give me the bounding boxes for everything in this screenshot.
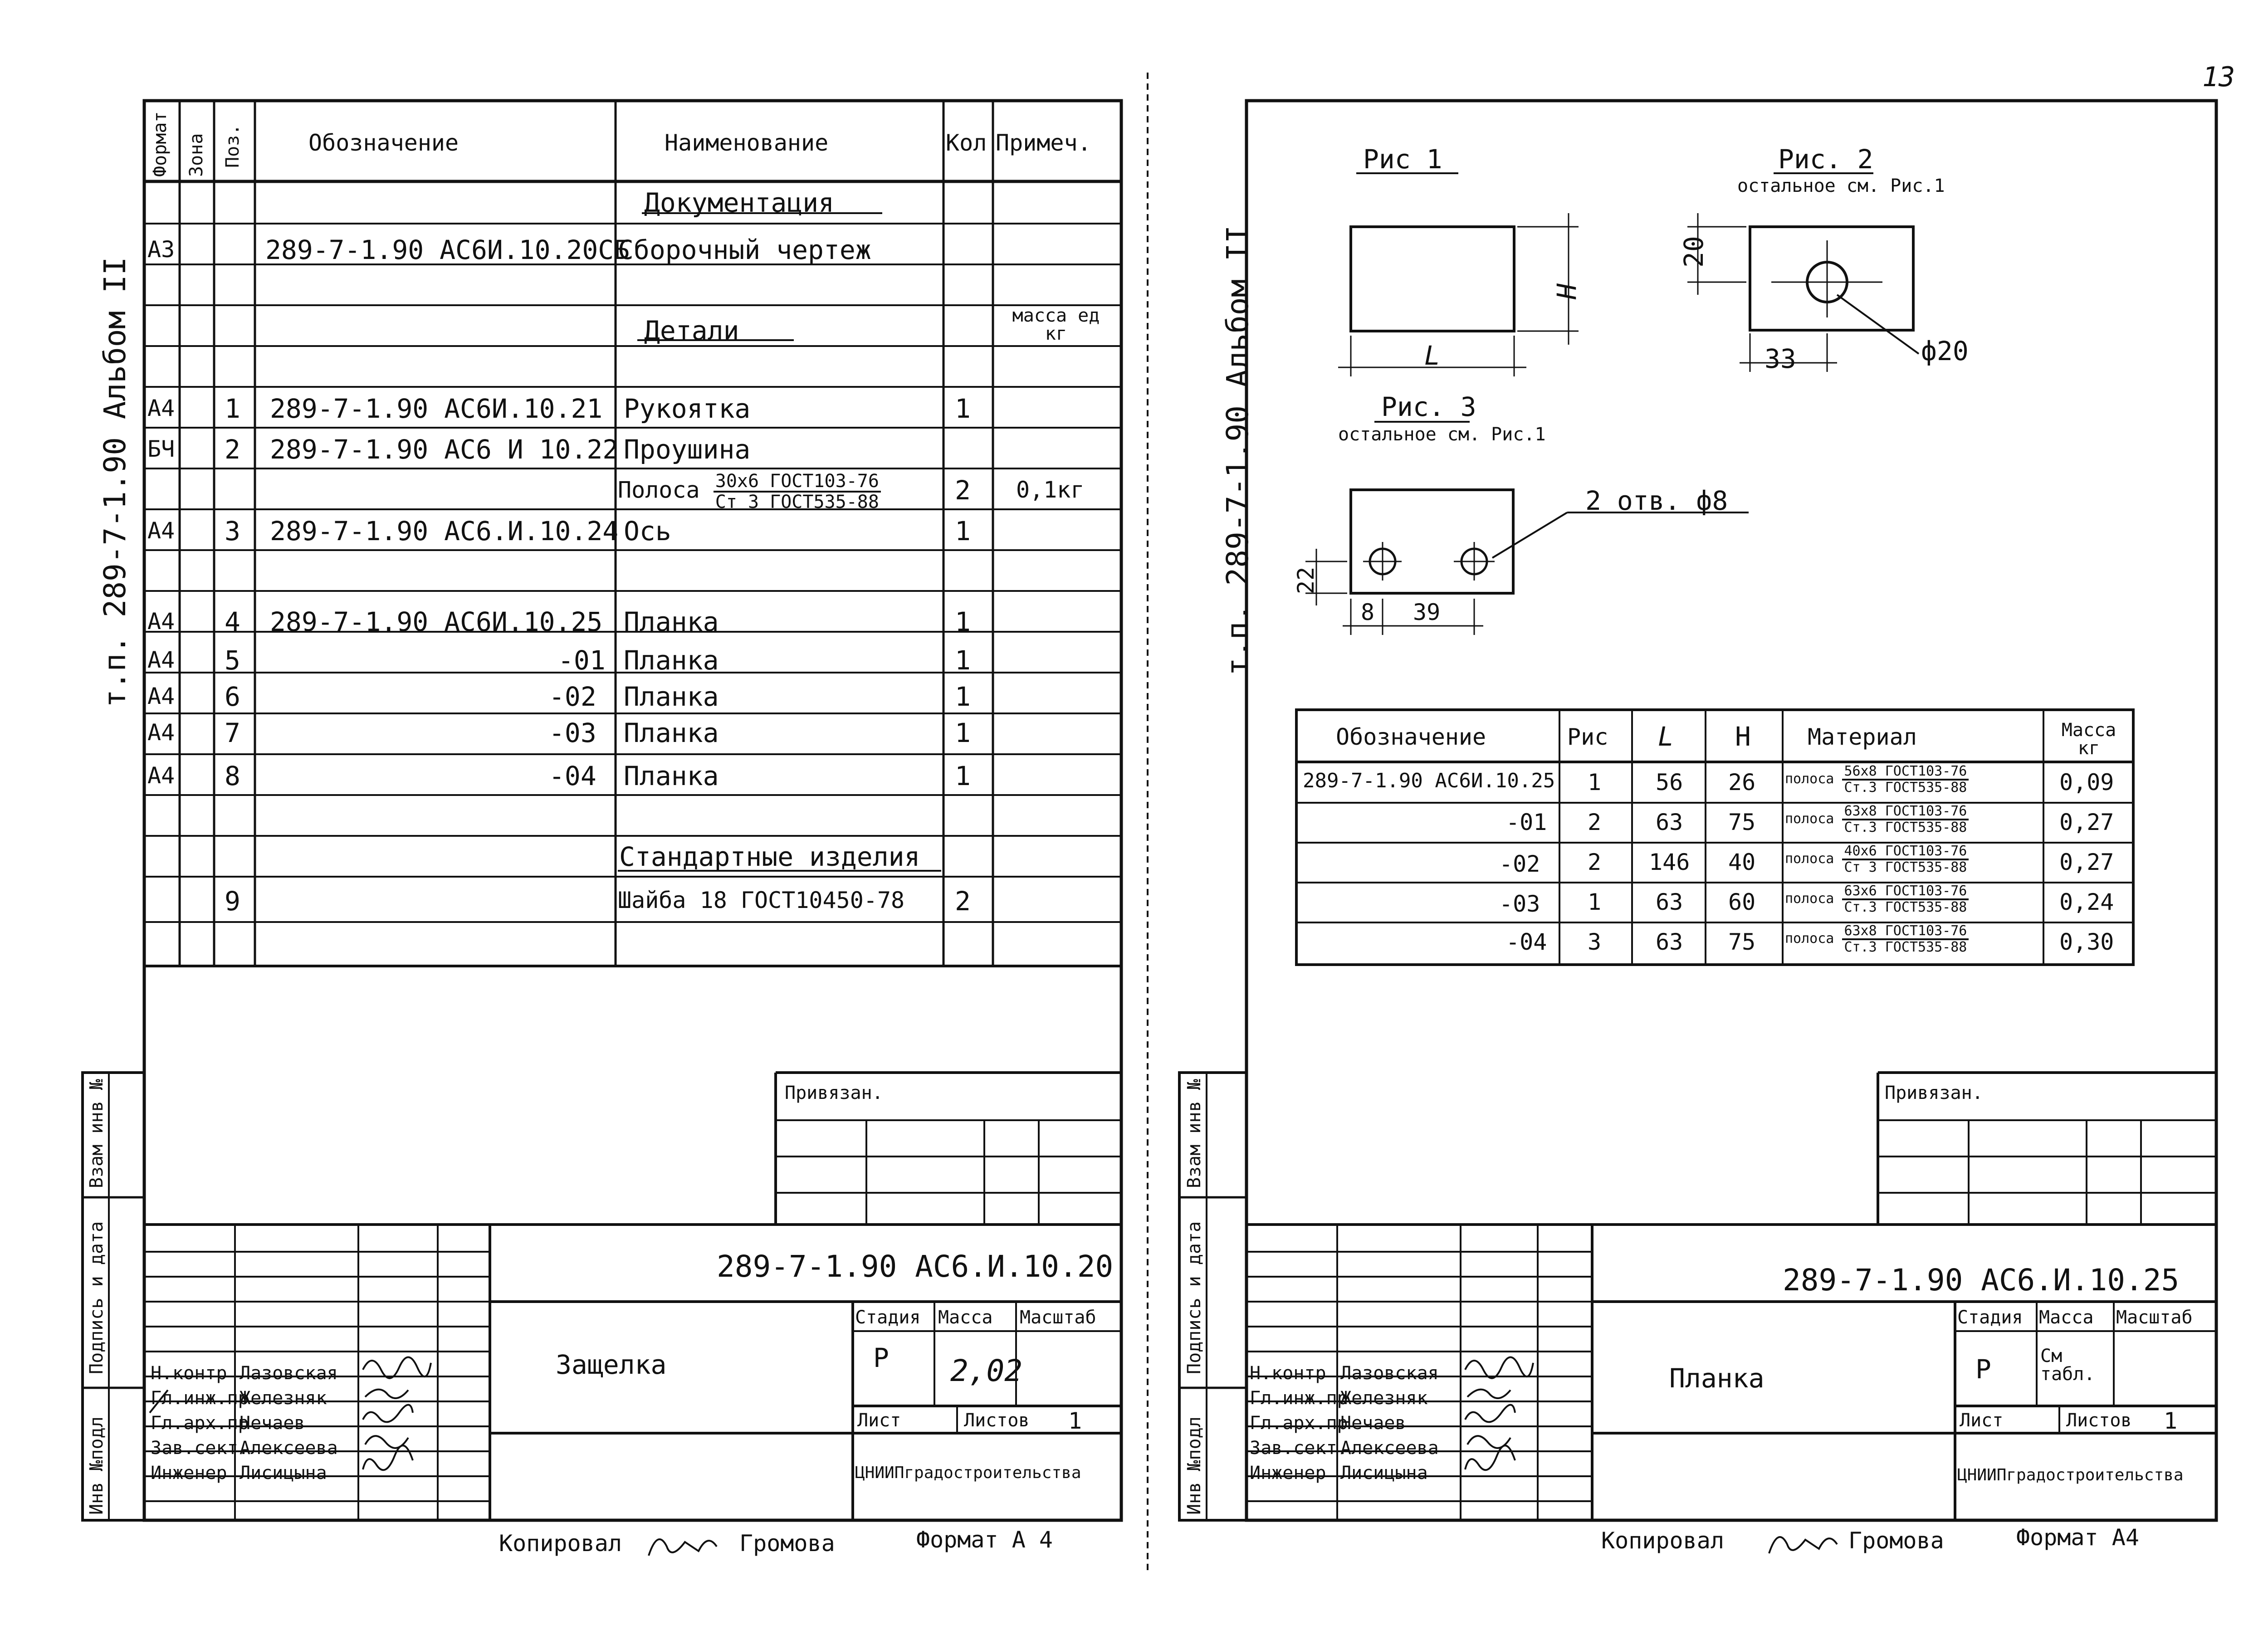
mt-massa: 0,09 — [2059, 769, 2114, 795]
row-format: А4 — [147, 647, 175, 673]
person-name: Лисицына — [1340, 1463, 1428, 1483]
row-format: А4 — [147, 683, 175, 709]
row-poz: 2 — [225, 434, 240, 465]
mt-ris: 2 — [1588, 849, 1602, 875]
person-name: Нечаев — [240, 1413, 305, 1434]
person-name: Алексеева — [240, 1438, 338, 1459]
row-kol: 2 — [955, 886, 971, 917]
person-role: Н.контр — [151, 1363, 227, 1384]
row-naim: Ось — [624, 516, 671, 547]
stub-inv-left: Инв №подл — [86, 1416, 107, 1515]
row-oboz: -03 — [549, 717, 596, 748]
dim-22: 22 — [1293, 566, 1319, 594]
person-role: Зав.сект. — [1250, 1438, 1348, 1459]
row-format: А4 — [147, 719, 175, 746]
person-role: Гл.арх.пр — [151, 1413, 249, 1434]
mt-L: 63 — [1656, 929, 1683, 955]
row-naim: Планка — [624, 761, 719, 791]
row-kol: 2 — [955, 475, 971, 506]
masshtab-label-left: Масштаб — [1020, 1307, 1096, 1328]
row-oboz: -04 — [549, 761, 596, 791]
person-name: Алексеева — [1340, 1438, 1439, 1459]
dim-phi20: ф20 — [1921, 336, 1969, 366]
mass-header: масса ед кг — [1012, 305, 1100, 344]
album-label-left: т.п. 289-7-1.90 Альбом II — [98, 257, 132, 708]
org-left: ЦНИИПградостроительства — [855, 1464, 1081, 1482]
mt-oboz: -03 — [1499, 891, 1540, 917]
row-naim: Планка — [624, 717, 719, 748]
mt-massa: 0,24 — [2059, 889, 2114, 915]
page-number: 13 — [2202, 61, 2235, 93]
header-format: Формат — [150, 111, 171, 177]
mt-header-L: L — [1658, 721, 1674, 752]
row-poz: 5 — [225, 645, 240, 676]
row-poz: 3 — [225, 516, 240, 547]
stadia-value-right: Р — [1975, 1354, 1991, 1385]
row-naim: Рукоятка — [624, 393, 751, 424]
person-role: Н.контр — [1250, 1363, 1326, 1384]
row-kol: 1 — [955, 606, 971, 637]
stadia-value-left: Р — [873, 1342, 889, 1373]
row-poz: 7 — [225, 717, 240, 748]
row-kol: 1 — [955, 761, 971, 791]
dim-8: 8 — [1361, 599, 1375, 625]
person-role: Гл.инж.пр — [1250, 1388, 1348, 1409]
row-kol: 1 — [955, 717, 971, 748]
privyazan-left: Привязан. — [785, 1083, 883, 1103]
listov-label-right: Листов — [2066, 1410, 2132, 1431]
fig3-note: остальное см. Рис.1 — [1338, 424, 1546, 445]
row-oboz: 289-7-1.90 АС6И.10.20СБ — [265, 234, 630, 265]
row-format: А3 — [147, 236, 175, 263]
mt-ris: 1 — [1588, 769, 1602, 795]
massa-value-right: См табл. — [2040, 1346, 2095, 1385]
row-naim: Планка — [624, 606, 719, 637]
org-right: ЦНИИПградостроительства — [1957, 1466, 2184, 1484]
mt-header-ris: Рис — [1567, 724, 1608, 750]
album-label-right: т.п. 289-7-1.90 Альбом II — [1220, 225, 1255, 676]
mt-header-H: H — [1735, 721, 1751, 752]
mt-header-oboz: Обозначение — [1336, 724, 1486, 750]
row-naim: Планка — [624, 681, 719, 712]
person-role: Зав.сект. — [151, 1438, 249, 1459]
header-kol: Кол — [946, 130, 987, 156]
stub-inv-right: Инв №подл — [1184, 1416, 1205, 1515]
mt-H: 75 — [1728, 809, 1756, 835]
header-oboz: Обозначение — [308, 130, 459, 156]
mt-massa: 0,27 — [2059, 849, 2114, 875]
person-role: Гл.арх.пр — [1250, 1413, 1348, 1434]
row-oboz: 289-7-1.90 АС6И.10.25 — [270, 606, 603, 637]
row-oboz: -02 — [549, 681, 596, 712]
mt-oboz: -04 — [1506, 929, 1547, 955]
row-oboz: -01 — [558, 645, 606, 676]
footer-copied-right: Копировал — [1601, 1527, 1724, 1554]
person-role: Гл.инж.пр — [151, 1388, 249, 1409]
person-role: Инженер — [1250, 1463, 1326, 1483]
header-prim: Примеч. — [996, 130, 1091, 156]
dim-20: 20 — [1678, 236, 1709, 268]
mt-L: 56 — [1656, 769, 1683, 795]
dim-holes: 2 отв. ф8 — [1585, 485, 1728, 516]
mt-H: 75 — [1728, 929, 1756, 955]
mt-H: 40 — [1728, 849, 1756, 875]
stub-podpis-left: Подпись и дата — [86, 1221, 107, 1374]
row-format: А4 — [147, 395, 175, 421]
mt-material: полоса $\frac{\text{56х8 ГОСТ103-76}}{\text{Ст.3 ГОСТ535-88}}$ — [1785, 764, 1969, 795]
dim-39: 39 — [1413, 599, 1441, 625]
signatures-right — [1465, 1357, 1533, 1470]
footer-copied-name-left: Громова — [739, 1530, 835, 1557]
section-standard: Стандартные изделия — [619, 841, 920, 872]
mt-ris: 1 — [1588, 889, 1602, 915]
row-naim: Шайба 18 ГОСТ10450-78 — [618, 887, 905, 913]
title-name-right: Планка — [1669, 1363, 1765, 1394]
list-label-right: Лист — [1960, 1410, 2004, 1431]
row-kol: 1 — [955, 681, 971, 712]
fig3-label: Рис. 3 — [1381, 391, 1476, 422]
mt-material: полоса $\frac{\text{63х8 ГОСТ103-76}}{\text{Ст.3 ГОСТ535-88}}$ — [1785, 924, 1969, 954]
massa-label-left: Масса — [938, 1307, 993, 1328]
row-naim-polosa: Полоса $\frac{\text{30х6 ГОСТ103-76}}{\text{Ст 3 ГОСТ535-88}}$ — [618, 472, 881, 512]
mt-material: полоса $\frac{\text{63х6 ГОСТ103-76}}{\text{Ст.3 ГОСТ535-88}}$ — [1785, 884, 1969, 914]
masshtab-label-right: Масштаб — [2116, 1307, 2193, 1328]
mt-H: 26 — [1728, 769, 1756, 795]
row-poz: 9 — [225, 886, 240, 917]
fig1-label: Рис 1 — [1363, 144, 1442, 175]
section-details: Детали — [644, 315, 739, 346]
mt-massa: 0,27 — [2059, 809, 2114, 835]
person-name: Нечаев — [1340, 1413, 1406, 1434]
row-poz: 4 — [225, 606, 240, 637]
mt-L: 63 — [1656, 809, 1683, 835]
row-naim: Сборочный чертеж — [618, 234, 871, 265]
massa-label-right: Масса — [2039, 1307, 2094, 1328]
stadia-label-left: Стадия — [855, 1307, 921, 1328]
listov-label-left: Листов — [964, 1410, 1030, 1431]
row-poz: 8 — [225, 761, 240, 791]
person-name: Железняк — [240, 1388, 327, 1409]
header-poz: Поз. — [222, 124, 243, 168]
row-poz: 6 — [225, 681, 240, 712]
polosa-fraction: $\frac{\text{30х6 ГОСТ103-76}}{\text{Ст 3 ГОСТ535-88}}$ — [714, 472, 881, 512]
mt-material: полоса $\frac{\text{40х6 ГОСТ103-76}}{\text{Ст 3 ГОСТ535-88}}$ — [1785, 844, 1969, 874]
dim-33: 33 — [1765, 343, 1796, 374]
massa-value-left: 2,02 — [950, 1353, 1022, 1388]
listov-value-left: 1 — [1068, 1408, 1082, 1434]
fig2-label: Рис. 2 — [1778, 144, 1873, 175]
dim-L: L — [1424, 340, 1440, 371]
mt-header-massa: Масса кг — [2061, 720, 2116, 759]
listov-value-right: 1 — [2164, 1408, 2178, 1434]
mt-oboz: -01 — [1506, 809, 1547, 835]
footer-format-right: Формат А4 — [2016, 1524, 2139, 1551]
row-oboz: 289-7-1.90 АС6И.10.21 — [270, 393, 603, 424]
person-role: Инженер — [151, 1463, 227, 1483]
row-oboz: 289-7-1.90 АС6 И 10.22 — [270, 434, 619, 465]
mt-massa: 0,30 — [2059, 929, 2114, 955]
footer-format-left: Формат А 4 — [916, 1527, 1053, 1553]
person-name: Лазовская — [240, 1363, 338, 1384]
row-oboz: 289-7-1.90 АС6.И.10.24 — [270, 516, 619, 547]
mt-ris: 3 — [1588, 929, 1602, 955]
mt-ris: 2 — [1588, 809, 1602, 835]
mt-L: 146 — [1649, 849, 1690, 875]
mt-oboz: -02 — [1499, 851, 1540, 877]
row-poz: 1 — [225, 393, 240, 424]
footer-copied-left: Копировал — [499, 1530, 622, 1557]
mt-H: 60 — [1728, 889, 1756, 915]
row-prim: 0,1кг — [1016, 477, 1085, 503]
privyazan-right: Привязан. — [1885, 1083, 1983, 1103]
stub-vzam-left: Взам инв № — [86, 1079, 107, 1188]
person-name: Лисицына — [240, 1463, 327, 1483]
mt-L: 63 — [1656, 889, 1683, 915]
stub-podpis-right: Подпись и дата — [1184, 1221, 1205, 1374]
section-docs: Документация — [644, 187, 835, 218]
header-naim: Наименование — [665, 130, 829, 156]
row-kol: 1 — [955, 516, 971, 547]
title-name-left: Защелка — [556, 1349, 667, 1380]
list-label-left: Лист — [857, 1410, 901, 1431]
row-format: А4 — [147, 517, 175, 544]
header-zona: Зона — [186, 133, 207, 177]
stadia-label-right: Стадия — [1957, 1307, 2023, 1328]
row-format: А4 — [147, 608, 175, 634]
dim-H: H — [1551, 283, 1582, 299]
fig2-note: остальное см. Рис.1 — [1737, 176, 1945, 196]
row-kol: 1 — [955, 393, 971, 424]
row-naim: Проушина — [624, 434, 751, 465]
stub-vzam-right: Взам инв № — [1184, 1079, 1205, 1188]
title-code-left: 289-7-1.90 АС6.И.10.20 — [717, 1249, 1114, 1284]
row-naim: Планка — [624, 645, 719, 676]
mt-header-material: Материал — [1808, 724, 1917, 750]
person-name: Железняк — [1340, 1388, 1428, 1409]
row-format: А4 — [147, 762, 175, 789]
footer-copied-name-right: Громова — [1848, 1527, 1944, 1554]
title-code-right: 289-7-1.90 АС6.И.10.25 — [1783, 1263, 2180, 1298]
person-name: Лазовская — [1340, 1363, 1439, 1384]
row-kol: 1 — [955, 645, 971, 676]
mt-oboz: 289-7-1.90 АС6И.10.25 — [1303, 769, 1555, 792]
row-format: БЧ — [147, 436, 175, 462]
mt-material: полоса $\frac{\text{63х8 ГОСТ103-76}}{\text{Ст.3 ГОСТ535-88}}$ — [1785, 804, 1969, 834]
